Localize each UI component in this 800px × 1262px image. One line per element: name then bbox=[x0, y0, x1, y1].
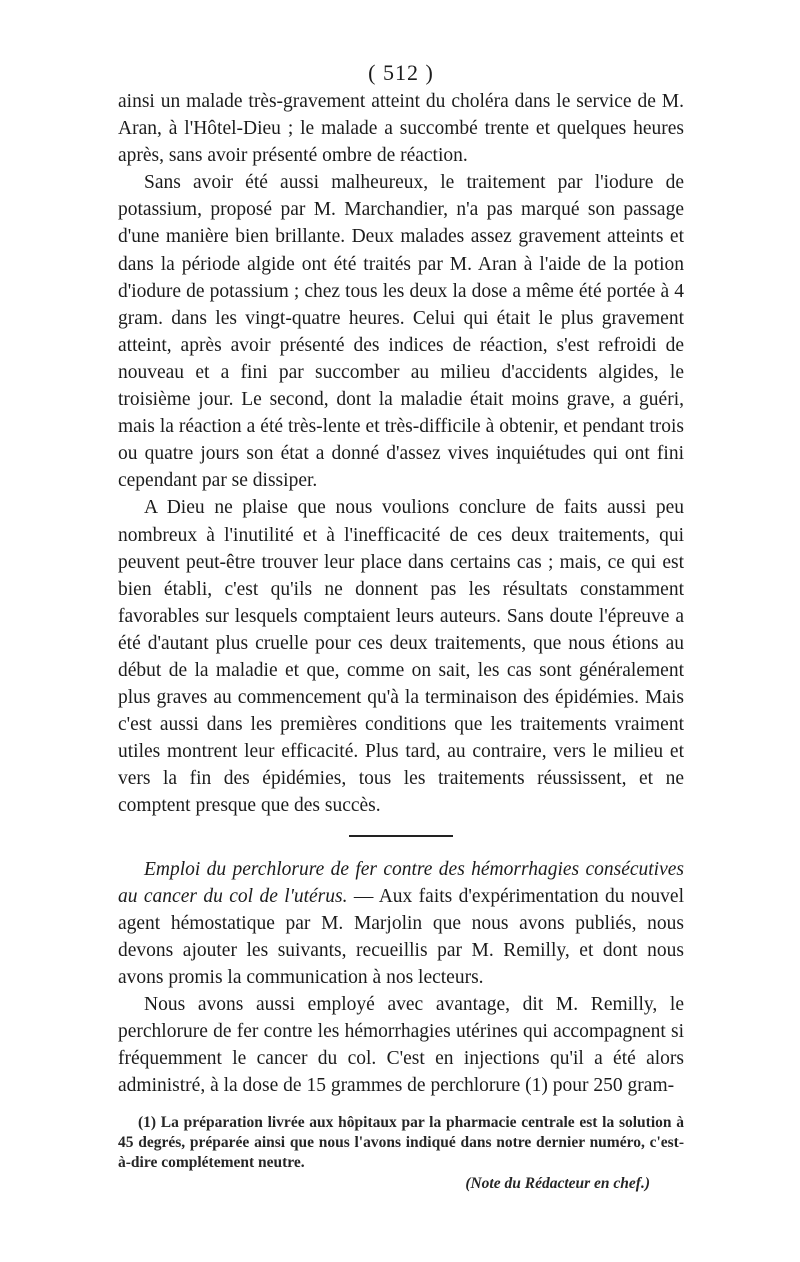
paragraph-continuation: ainsi un malade très-gravement atteint du choléra dans le service de M. Aran, à l'Hôtel-Dieu ; le malade a succombé trente et quelques heures après, sans avoir présenté ombre de réaction. bbox=[118, 91, 684, 167]
footnote-text: (1) La préparation livrée aux hôpitaux par la pharmacie centrale est la solution à 45 degrés, préparée ainsi que nous l'avons indiqué dans notre dernier numéro, c'est-à-dire complétement neutre. bbox=[118, 1114, 684, 1172]
page-number: ( 512 ) bbox=[368, 60, 434, 85]
footnote-block bbox=[118, 1113, 684, 1194]
section-title: Emploi du perchlorure de fer contre des hémorrhagies consécutives au cancer du col de l'utérus. bbox=[118, 858, 684, 907]
paragraph-remilly: Nous avons aussi employé avec avantage, dit M. Remilly, le perchlorure de fer contre les hémorrhagies utérines qui accompagnent si fréquemment le cancer du col. C'est en injections qu'il a été alors administré, à la dose de 15 grammes de perchlorure (1) pour 250 gram- bbox=[118, 994, 684, 1097]
paragraph-iodure: Sans avoir été aussi malheureux, le traitement par l'iodure de potassium, proposé par M. Marchandier, n'a pas marqué son passage d'une manière bien brillante. Deux malades assez gravement atteints et dans la période algide ont été traités par M. Aran à l'aide de la potion d'iodure de potassium ; chez tous les deux la dose a même été portée à 4 gram. dans les vingt-quatre heures. Celui qui était le plus gravement atteint, après avoir présenté des indices de réaction, s'est refroidi de nouveau et a fini par succomber au milieu d'accidents algides, le troisième jour. Le second, dont la maladie était moins grave, a guéri, mais la réaction a été très-lente et très-difficile à obtenir, et pendant trois ou quatre jours son état a donné d'assez vives inquiétudes qui ont fini cependant par se dissiper. bbox=[118, 172, 684, 492]
section-text: — Aux faits d'expérimentation du nouvel agent hémostatique par M. Marjolin que nous avons publiés, nous devons ajouter les suivants, recueillis par M. Remilly, et dont nous avons promis la communication à nos lecteurs. bbox=[118, 885, 684, 988]
paragraph-conclusion: A Dieu ne plaise que nous voulions conclure de faits aussi peu nombreux à l'inutilité et à l'inefficacité de ces deux traitements, qui peuvent peut-être trouver leur place dans certains cas ; mais, ce qui est bien établi, c'est qu'ils ne donnent pas les résultats constamment favorables sur lesquels comptaient leurs auteurs. Sans doute l'épreuve a été d'autant plus cruelle pour ces deux traitements, que nous étions au début de la maladie et que, comme on sait, les cas sont généralement plus graves au commencement qu'à la terminaison des épidémies. Mais c'est aussi dans les premières conditions que les traitements vraiment utiles montrent leur efficacité. Plus tard, au contraire, vers le milieu et vers la fin des épidémies, tous les traitements réussissent, et ne comptent presque que des succès. bbox=[118, 497, 684, 817]
footnote-signature: (Note du Rédacteur en chef.) bbox=[465, 1175, 650, 1193]
section-divider bbox=[349, 835, 453, 837]
section-paragraph bbox=[118, 856, 684, 991]
document-page bbox=[118, 58, 684, 1194]
